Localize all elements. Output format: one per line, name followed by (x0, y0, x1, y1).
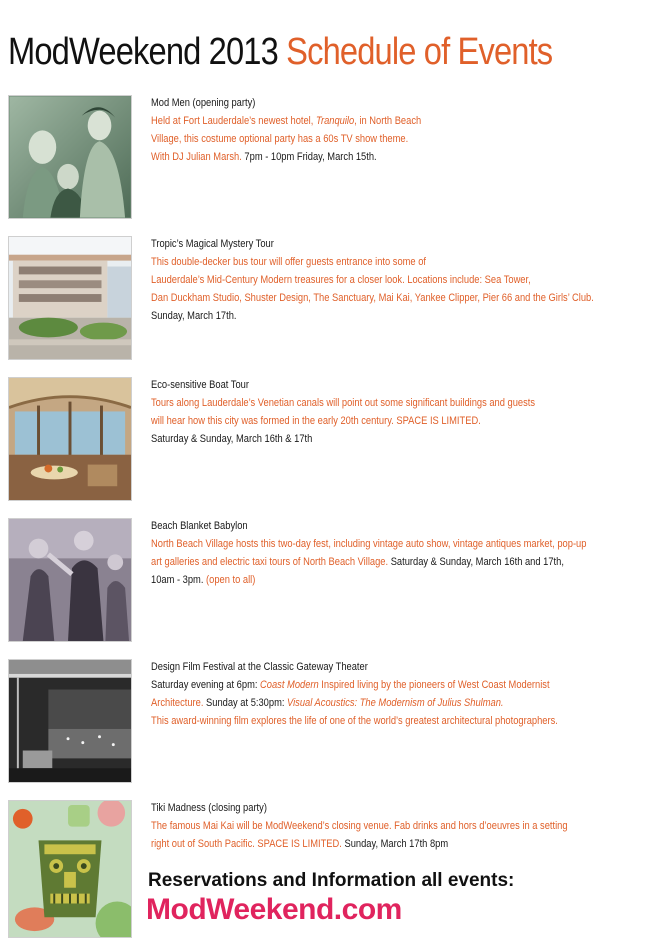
event-text: Architecture. (151, 697, 204, 709)
event-text: Tours along Lauderdale’s Venetian canals will point out some significant buildings and guests (151, 397, 536, 409)
event-text: Inspired living by the pioneers of West Coast Modernist (318, 679, 550, 691)
title-main: ModWeekend 2013 (8, 31, 278, 73)
event-title: Eco-sensitive Boat Tour (151, 379, 249, 391)
event-title: Tropic’s Magical Mystery Tour (151, 238, 274, 250)
event-text: , in North Beach (354, 115, 422, 127)
film-title: Visual Acoustics: The Modernism of Julius Shulman. (287, 697, 504, 709)
event-text: Village, this costume optional party has a 60s TV show theme. (151, 133, 409, 145)
event-text: This award-winning film explores the life of one of the world’s greatest architectural photographers. (151, 715, 558, 727)
event-photo (8, 800, 132, 938)
event-title: Mod Men (opening party) (151, 97, 256, 109)
event-film-festival (8, 659, 638, 785)
event-title: Tiki Madness (closing party) (151, 802, 267, 814)
event-time: 10am - 3pm. (151, 574, 204, 586)
event-text: Held at Fort Lauderdale’s newest hotel, (151, 115, 316, 127)
event-time: Saturday evening at 6pm: (151, 679, 261, 691)
event-photo (8, 236, 132, 360)
event-title: Design Film Festival at the Classic Gateway Theater (151, 661, 368, 673)
event-photo (8, 95, 132, 219)
event-time: Sunday, March 17th. (151, 310, 237, 322)
event-note: (open to all) (203, 574, 256, 586)
reservations-heading: Reservations and Information all events: (148, 870, 515, 891)
event-time: Saturday & Sunday, March 16th and 17th, (388, 556, 564, 568)
website-link[interactable]: ModWeekend.com (146, 893, 402, 926)
event-time: 7pm - 10pm Friday, March 15th. (241, 151, 377, 163)
event-beach-blanket (8, 518, 638, 644)
event-photo (8, 377, 132, 501)
event-text: art galleries and electric taxi tours of North Beach Village. (151, 556, 389, 568)
event-mystery-tour (8, 236, 638, 362)
event-description (151, 799, 631, 853)
event-text: North Beach Village hosts this two-day fest, including vintage auto show, vintage antiques market, pop-up (151, 538, 587, 550)
event-mod-men (8, 95, 638, 221)
event-description (151, 94, 631, 166)
event-time: Sunday, March 17th 8pm (341, 838, 449, 850)
event-description (151, 376, 631, 448)
event-description (151, 517, 631, 589)
event-title: Beach Blanket Babylon (151, 520, 248, 532)
event-text: This double-decker bus tour will offer guests entrance into some of (151, 256, 426, 268)
event-text: The famous Mai Kai will be ModWeekend’s closing venue. Fab drinks and hors d’oeuvres in a setting (151, 820, 568, 832)
event-text: With DJ Julian Marsh. (151, 151, 242, 163)
event-description (151, 235, 631, 325)
event-text: right out of South Pacific. SPACE IS LIMITED. (151, 838, 342, 850)
event-photo (8, 659, 132, 783)
event-boat-tour (8, 377, 638, 503)
title-accent: Schedule of Events (286, 31, 553, 73)
event-text: will hear how this city was formed in the early 20th century. SPACE IS LIMITED. (151, 415, 481, 427)
event-text: Lauderdale’s Mid-Century Modern treasures for a closer look. Locations include: Sea Tower, (151, 274, 531, 286)
hotel-name: Tranquilo (315, 115, 355, 127)
page-title (8, 32, 552, 72)
event-time: Sunday at 5:30pm: (203, 697, 288, 709)
event-time: Saturday & Sunday, March 16th & 17th (151, 433, 313, 445)
film-title: Coast Modern (260, 679, 319, 691)
event-description (151, 658, 631, 730)
event-text: Dan Duckham Studio, Shuster Design, The Sanctuary, Mai Kai, Yankee Clipper, Pier 66 and the Girls’ Club. (151, 292, 594, 304)
event-photo (8, 518, 132, 642)
